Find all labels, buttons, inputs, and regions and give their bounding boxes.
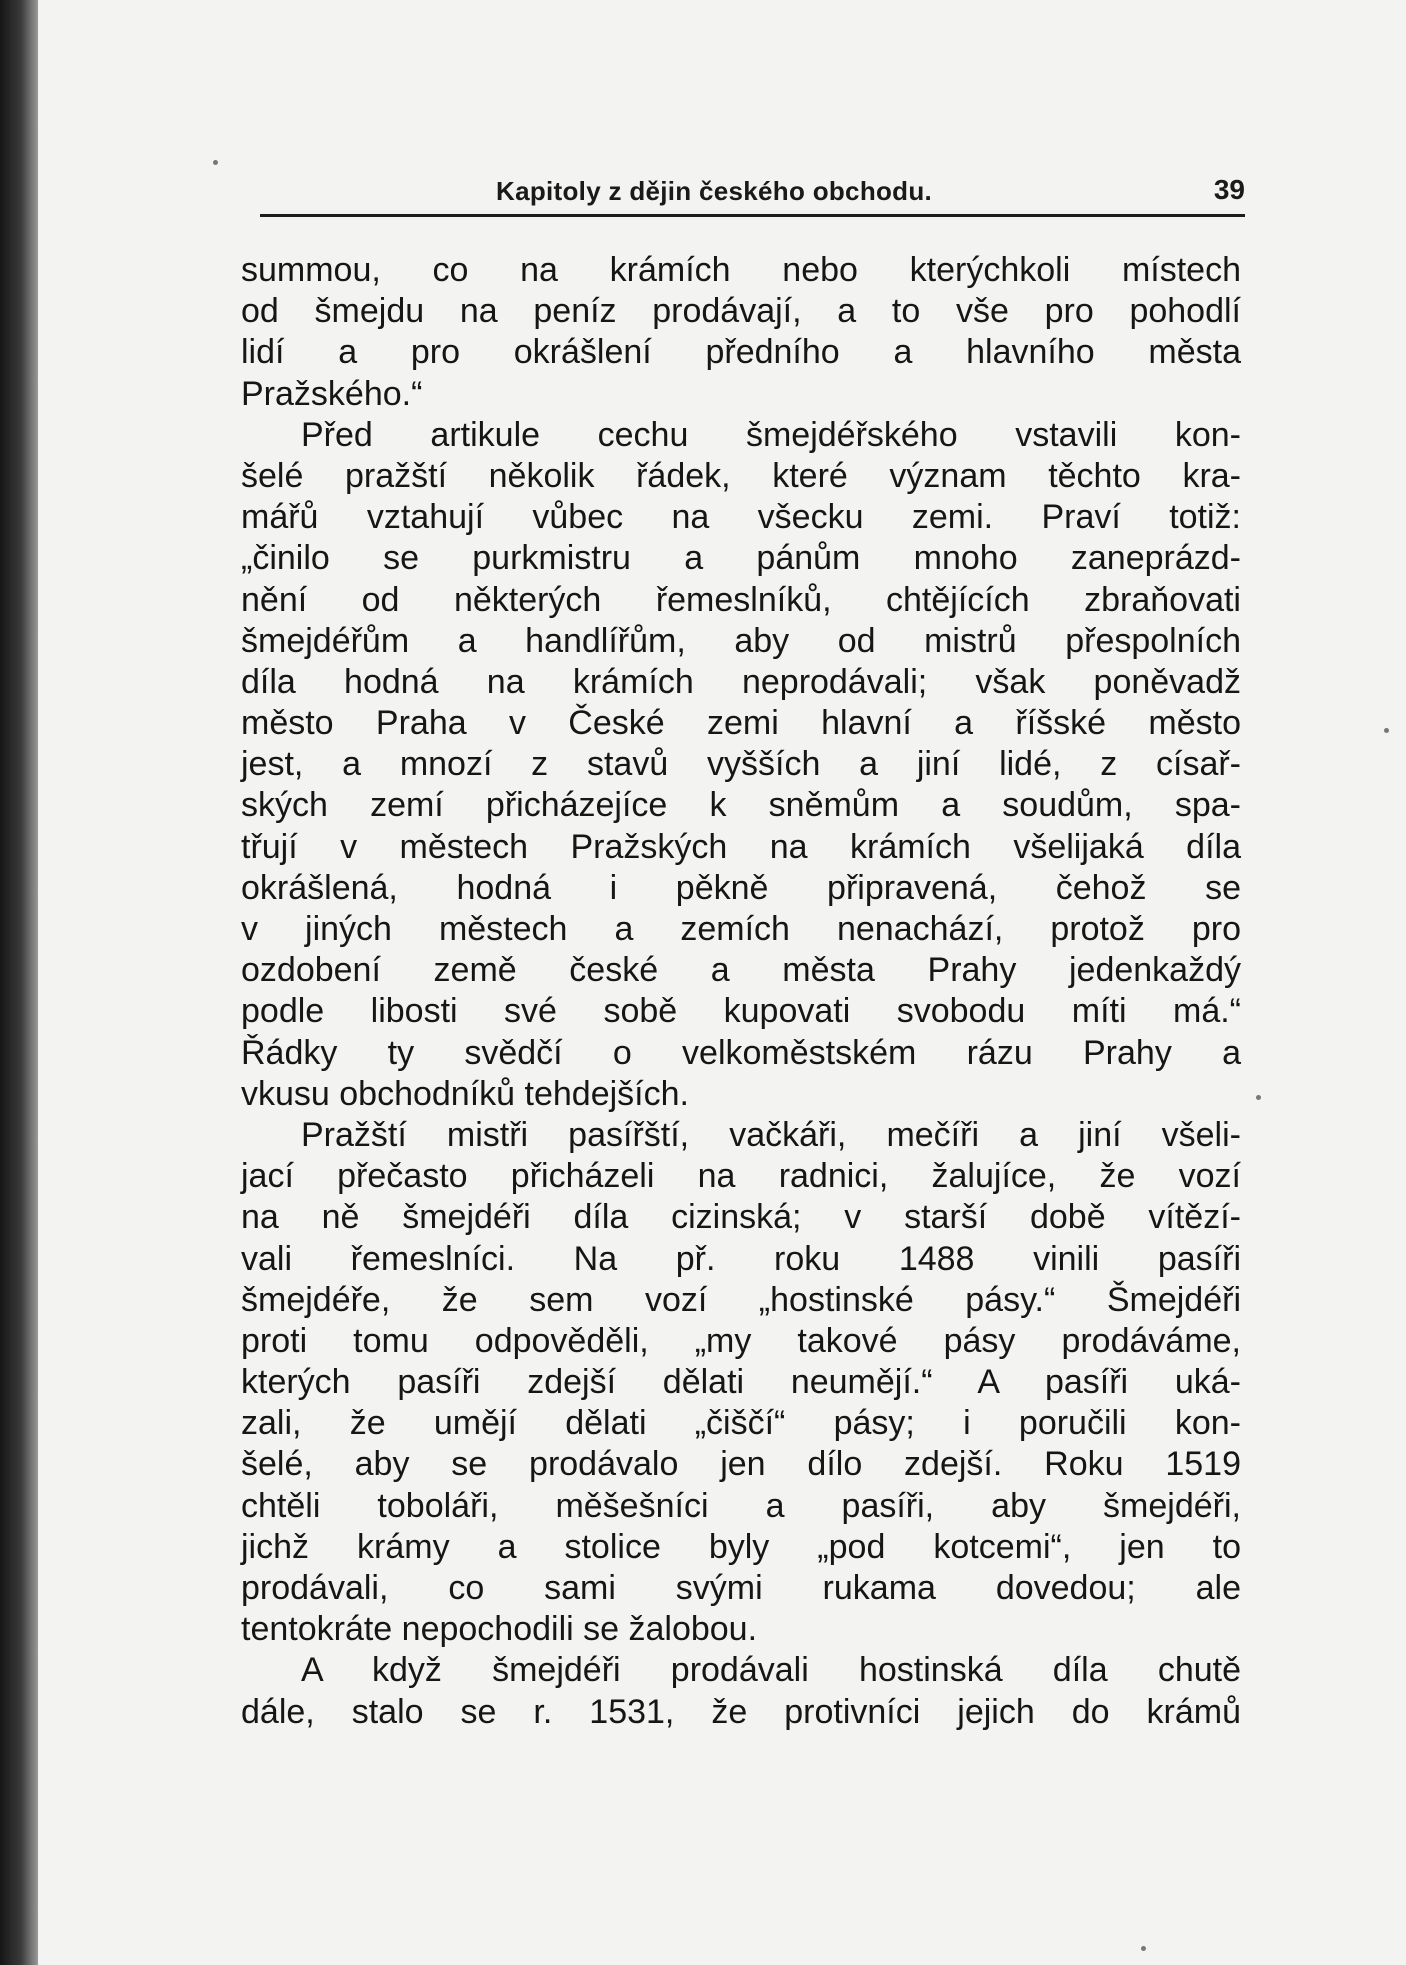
text-line: šmejdéře, že sem vozí „hostinské pásy.“ Šmejdéři	[241, 1280, 1241, 1319]
scan-speck	[1256, 1095, 1261, 1100]
text-line: vkusu obchodníků tehdejších.	[241, 1074, 689, 1113]
text-line: jichž krámy a stolice byly „pod kotcemi“, jen to	[241, 1527, 1241, 1566]
text-line: „činilo se purkmistru a pánům mnoho zaneprázd-	[241, 539, 1241, 578]
scan-speck	[1384, 728, 1389, 733]
text-line: Pražští mistři pasířští, vačkáři, mečíři a jiní všeli-	[301, 1115, 1241, 1154]
text-line: podle libosti své sobě kupovati svobodu míti má.“	[241, 992, 1241, 1031]
text-line: vali řemeslníci. Na př. roku 1488 vinili pasíři	[241, 1239, 1241, 1278]
text-line: město Praha v České zemi hlavní a říšské město	[241, 704, 1241, 743]
text-line: prodávali, co sami svými rukama dovedou; ale	[241, 1569, 1241, 1607]
text-line: summou, co na krámích nebo kterýchkoli místech	[241, 251, 1241, 289]
scan-binding-edge	[0, 0, 38, 1965]
text-line: okrášlená, hodná i pěkně připravená, čehož se	[241, 868, 1241, 907]
running-header	[260, 170, 1245, 217]
text-line: šmejdéřům a handlířům, aby od mistrů přespolních	[241, 621, 1241, 660]
text-line: tentokráte nepochodili se žalobou.	[241, 1610, 758, 1649]
running-title: Kapitoly z dějin českého obchodu.	[496, 176, 933, 206]
text-line: dále, stalo se r. 1531, že protivníci jejich do krámů	[241, 1692, 1241, 1731]
text-line: šelé, aby se prodávalo jen dílo zdejší. Roku 1519	[241, 1445, 1241, 1484]
scan-speck	[213, 160, 218, 165]
page-number: 39	[1213, 174, 1245, 205]
text-line: kterých pasíři zdejší dělati neumějí.“ A pasíři uká-	[241, 1363, 1241, 1402]
text-line: na ně šmejdéři díla cizinská; v starší době vítězí-	[241, 1198, 1241, 1237]
text-line: chtěli toboláři, měšešníci a pasíři, aby šmejdéři,	[241, 1486, 1241, 1525]
text-line: třují v městech Pražských na krámích všelijaká díla	[241, 827, 1241, 866]
text-line: šelé pražští několik řádek, které význam těchto kra-	[241, 456, 1241, 495]
text-line: Před artikule cechu šmejdéřského vstavili kon-	[301, 415, 1241, 454]
text-line: ozdobení země české a města Prahy jedenkaždý	[241, 951, 1241, 990]
text-line: jací přečasto přicházeli na radnici, žalujíce, že vozí	[241, 1157, 1241, 1196]
text-line: od šmejdu na peníz prodávají, a to vše pro pohodlí	[241, 292, 1241, 331]
text-line: A když šmejdéři prodávali hostinská díla chutě	[301, 1651, 1241, 1690]
book-page	[38, 0, 1406, 1965]
text-line: jest, a mnozí z stavů vyšších a jiní lidé, z císař-	[241, 745, 1241, 784]
text-line: zali, že umějí dělati „čiščí“ pásy; i poručili kon-	[241, 1404, 1241, 1443]
body-text	[241, 250, 1241, 1733]
scan-speck	[1141, 1946, 1146, 1951]
text-line: mářů vztahují vůbec na všecku zemi. Praví totiž:	[241, 498, 1241, 537]
text-line: v jiných městech a zemích nenachází, protož pro	[241, 910, 1241, 948]
text-line: lidí a pro okrášlení předního a hlavního města	[241, 333, 1241, 372]
text-line: nění od některých řemeslníků, chtějících zbraňovati	[241, 580, 1241, 619]
text-line: Řádky ty svědčí o velkoměstském rázu Prahy a	[241, 1033, 1241, 1072]
text-line: Pražského.“	[241, 374, 423, 413]
text-line: ských zemí přicházejíce k sněmům a soudům, spa-	[241, 786, 1241, 825]
text-line: díla hodná na krámích neprodávali; však poněvadž	[241, 662, 1241, 701]
text-line: proti tomu odpověděli, „my takové pásy prodáváme,	[241, 1321, 1241, 1360]
